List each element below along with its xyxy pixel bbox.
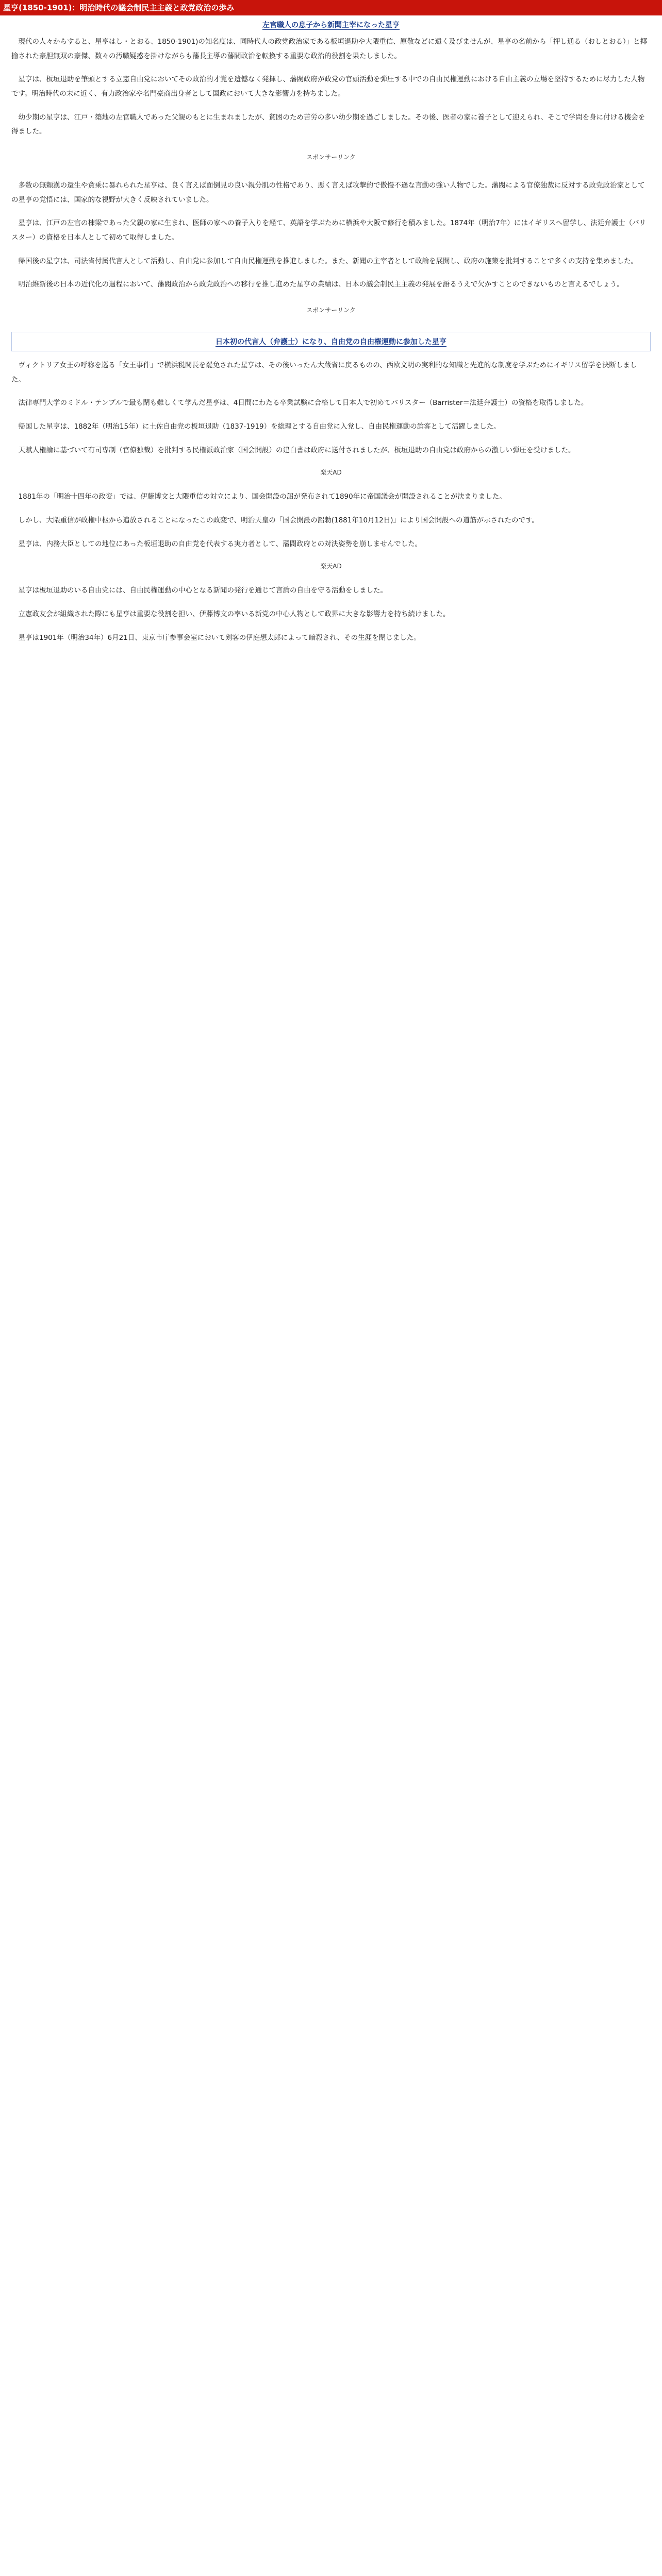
section-heading-1 bbox=[0, 20, 662, 30]
paragraph: 幼少期の星亨は、江戸・築地の左官職人であった父親のもとに生まれましたが、貧困のため苦労の多い幼少期を過ごしました。その後、医者の家に養子として迎えられ、そこで学問を身に付ける機会を得ました。 bbox=[11, 113, 646, 136]
paragraph: 1881年の「明治十四年の政変」では、伊藤博文と大隈重信の対立により、国会開設の詔が発布されて1890年に帝国議会が開設されることが決まりました。 bbox=[18, 493, 506, 501]
paragraph: 多数の無頼漢の還生や貪乗に暴れられた星亨は、良く言えば面倒見の良い親分肌の性格であり、悪く言えば攻撃的で傲慢不遜な言動の強い人物でした。藩閥による官僚独裁に反対する政党政治家としての星亨の覚悟には、国家的な視野が大きく反映されていました。 bbox=[11, 181, 645, 204]
ad-label[interactable]: 楽天AD bbox=[320, 563, 342, 570]
paragraph: 星亨は、板垣退助を筆頭とする立憲自由党においてその政治的才覚を遺憾なく発揮し、藩閥政府が政党の官頭活動を弾圧する中での自由民権運動における自由主義の立場を堅持するために尽力した人物です。明治時代の末に近く、有力政治家や名門豪商出身者として国政において大きな影響力を持ちました。 bbox=[11, 75, 645, 98]
paragraph: 法律専門大学のミドル・テンプルで最も閉も難しくて学んだ星亨は、4日間にわたる卒業試験に合格して日本人で初めてバリスター（Barrister＝法廷弁護士）の資格を取得しました。 bbox=[18, 399, 588, 408]
section-heading-1-text: 左官職人の息子から新聞主宰になった星亨 bbox=[262, 21, 400, 29]
paragraph: 星亨は板垣退助のいる自由党には、自由民権運動の中心となる新聞の発行を通じて言論の自由を守る活動をしました。 bbox=[18, 586, 387, 595]
article-section-1 bbox=[11, 35, 651, 139]
sponsor-link-label[interactable]: スポンサーリンク bbox=[306, 307, 356, 314]
page-title: 星亨(1850-1901)：明治時代の議会制民主主義と政党政治の歩み bbox=[0, 0, 662, 15]
page bbox=[0, 0, 662, 645]
sponsor-link-label[interactable]: スポンサーリンク bbox=[306, 154, 356, 161]
paragraph: 星亨は、内務大臣としての地位にあった板垣退助の自由党を代表する実力者として、藩閥政府との対決姿勢を崩しませんでした。 bbox=[18, 539, 422, 548]
paragraph: 帰国した星亨は、1882年（明治15年）に土佐自由党の板垣退助（1837-1919）を総理とする自由党に入党し、自由民権運動の論客として活躍しました。 bbox=[18, 422, 501, 431]
paragraph: 天賦人権論に基づいて有司専制（官僚独裁）を批判する民権派政治家（国会開設）の建白書は政府に送付されましたが、板垣退助の自由党は政府からの激しい弾圧を受けました。 bbox=[18, 446, 575, 454]
paragraph: ヴィクトリア女王の呼称を巡る「女王事件」で横浜税関長を罷免された星亨は、その後いったん大蔵省に戻るものの、西欧文明の実利的な知識と先進的な制度を学ぶためにイギリス留学を決断しました。 bbox=[11, 361, 637, 384]
paragraph: 明治維新後の日本の近代化の過程において、藩閥政治から政党政治への移行を推し進めた星亨の業績は、日本の議会制民主主義の発展を語るうえで欠かすことのできないものと言えるでしょう。 bbox=[18, 280, 624, 289]
paragraph: 星亨は、江戸の左官の棟梁であった父親の家に生まれ、医師の家への養子入りを経て、英語を学ぶために横浜や大阪で修行を積みました。1874年（明治7年）にはイギリスへ留学し、法廷弁護士（バリスター）の資格を日本人として初めて取得しました。 bbox=[11, 219, 647, 242]
article-section-2 bbox=[11, 359, 651, 457]
ad-label[interactable]: 楽天AD bbox=[320, 469, 342, 477]
article-section-4 bbox=[11, 584, 651, 645]
section-2-box bbox=[11, 332, 651, 351]
paragraph: 現代の人々からすると、星亨はし・とおる、1850-1901)の知名度は、同時代人の政党政治家である板垣退助や大隈重信、原敬などに遠く及びませんが、星亨の名前から「押し通る（おしとおる）」と揶揄された豪胆無双の豪傑、数々の汚職疑惑を掛けながらも藩長主導の藩閥政治を転換する重要な政治的役割を果たしました。 bbox=[11, 38, 648, 60]
section-heading-2-text: 日本初の代言人（弁護士）になり、自由党の自由権運動に参加した星亨 bbox=[216, 338, 446, 347]
article-section-1b bbox=[11, 179, 651, 292]
paragraph: 星亨は1901年（明治34年）6月21日、東京市庁参事会室において剣客の伊庭想太郎によって暗殺され、その生涯を閉じました。 bbox=[18, 633, 421, 642]
article-section-3 bbox=[11, 490, 651, 551]
paragraph: 立憲政友会が組織された際にも星亨は重要な役割を担い、伊藤博文の率いる新党の中心人物として政界に大きな影響力を持ち続けました。 bbox=[18, 610, 450, 619]
paragraph: 帰国後の星亨は、司法省付属代言人として活動し、自由党に参加して自由民権運動を推進しました。また、新聞の主宰者として政論を展開し、政府の施策を批判することで多くの支持を集めました。 bbox=[18, 257, 638, 265]
paragraph: しかし、大隈重信が政権中枢から追放されることになったこの政変で、明治天皇の「国会開設の詔勅(1881年10月12日)」により国会開設への道筋が示されたのです。 bbox=[18, 516, 539, 525]
section-heading-2 bbox=[12, 332, 650, 351]
